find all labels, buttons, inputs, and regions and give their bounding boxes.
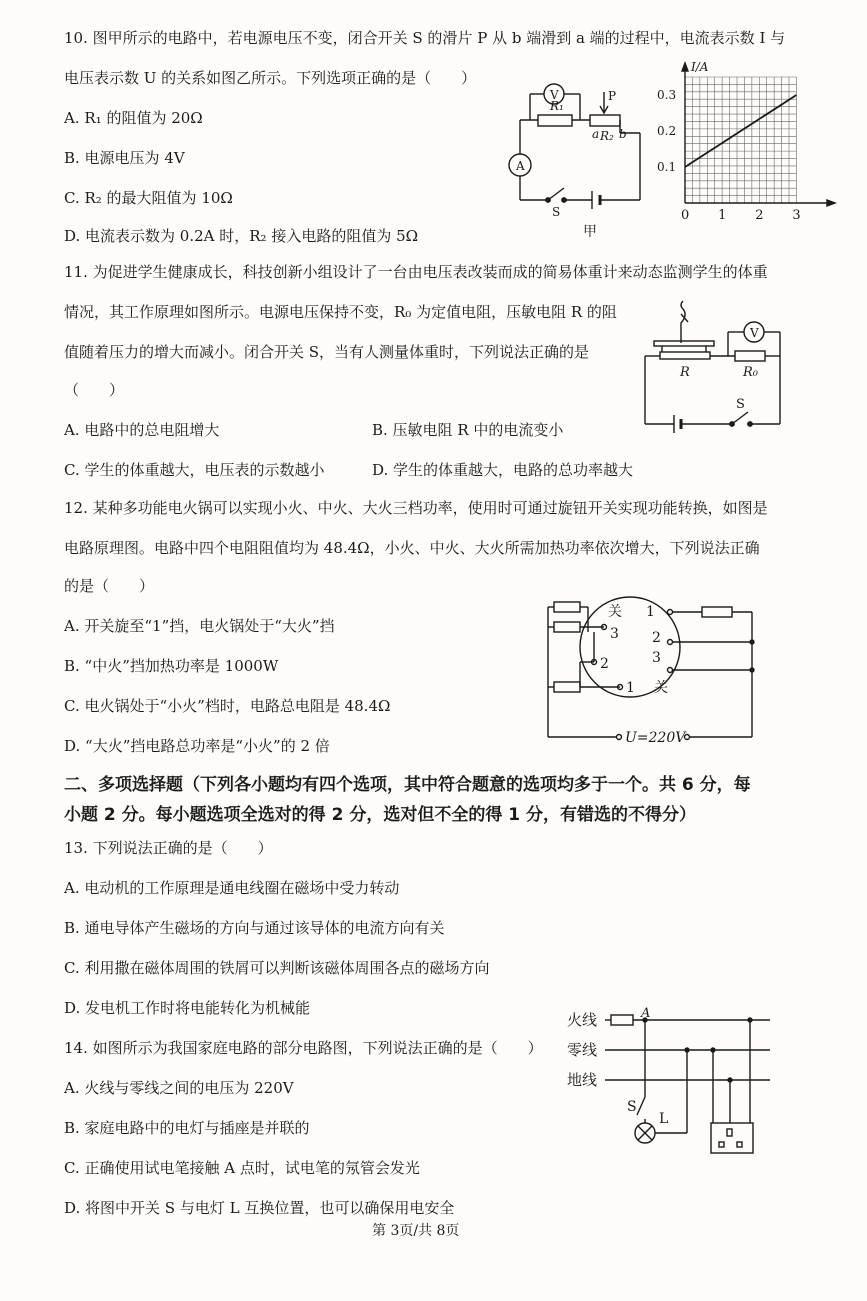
q11-fig-r0-label: R₀ xyxy=(743,365,758,380)
q11-stem-line3: 值随着压力的增大而减小。闭合开关 S，当有人测量体重时，下列说法正确的是 xyxy=(64,343,590,361)
q12-stem-line2: 电路原理图。电路中四个电阻阻值均为 48.4Ω，小火、中火、大火所需加热功率依次增大，下列说法正确 xyxy=(64,539,760,557)
q11-stem-line4: （ ） xyxy=(64,381,125,399)
q10-stem-line2: 电压表示数 U 的关系如图乙所示。下列选项正确的是（ ） xyxy=(64,69,477,87)
q12-fig-guan-top: 关 xyxy=(608,604,622,620)
section2-heading-line1: 二、多项选择题（下列各小题均有四个选项，其中符合题意的选项均多于一个。共 6 分，每 xyxy=(64,775,751,795)
q13-stem: 13. 下列说法正确的是（ ） xyxy=(64,839,273,857)
q12-fig-num-2-right: 2 xyxy=(652,630,661,646)
q14-fig-l-label: L xyxy=(659,1111,669,1127)
page-number: 第 3页/共 8页 xyxy=(372,1223,460,1239)
q10-circuit-diagram xyxy=(500,78,660,248)
q11-stem-line2: 情况，其工作原理如图所示。电源电压保持不变，R₀ 为定值电阻，压敏电阻 R 的阻 xyxy=(64,303,617,321)
q14-fig-s-label: S xyxy=(627,1099,637,1115)
y-tick-label: 0.3 xyxy=(657,88,677,102)
q10-option-c: C. R₂ 的最大阻值为 10Ω xyxy=(64,189,233,207)
q12-fig-num-2-left: 2 xyxy=(600,656,609,672)
q10-option-b: B. 电源电压为 4V xyxy=(64,149,185,167)
q13-option-d: D. 发电机工作时将电能转化为机械能 xyxy=(64,999,311,1017)
q12-fig-voltage-label: U=220V xyxy=(625,730,686,746)
q12-circuit-diagram xyxy=(540,592,770,752)
y-axis-arrow xyxy=(682,63,688,71)
q11-option-a: A. 电路中的总电阻增大 xyxy=(64,421,220,439)
q10-fig-a-label: A xyxy=(516,159,525,173)
q10-fig-p-label: P xyxy=(608,89,617,103)
q14-fig-live-label: 火线 xyxy=(567,1011,598,1029)
y-axis-label: I/A xyxy=(691,60,709,74)
q10-fig-s-label: S xyxy=(552,205,561,219)
q13-option-b: B. 通电导体产生磁场的方向与通过该导体的电流方向有关 xyxy=(64,919,445,937)
q14-option-c: C. 正确使用试电笔接触 A 点时，试电笔的氖管会发光 xyxy=(64,1159,420,1177)
x-tick-label: 1 xyxy=(718,208,727,223)
q12-fig-num-1-left: 1 xyxy=(626,680,635,696)
y-tick-label: 0.2 xyxy=(657,124,677,138)
series-line xyxy=(685,95,796,167)
q10-stem-line1: 10. 图甲所示的电路中，若电源电压不变，闭合开关 S 的滑片 P 从 b 端滑到 a 端的过程中，电流表示数 I 与 xyxy=(64,29,786,47)
q12-option-a: A. 开关旋至“1”挡，电火锅处于“大火”挡 xyxy=(64,617,335,635)
q10-option-a: A. R₁ 的阻值为 20Ω xyxy=(64,109,203,127)
q14-fig-a-label: A xyxy=(641,1006,651,1021)
q14-stem: 14. 如图所示为我国家庭电路的部分电路图，下列说法正确的是（ ） xyxy=(64,1039,543,1057)
q11-option-c: C. 学生的体重越大，电压表的示数越小 xyxy=(64,461,325,479)
q10-fig-caption: 甲 xyxy=(583,224,597,240)
x-tick-label: 3 xyxy=(792,208,801,223)
q12-option-d: D. “大火”挡电路总功率是“小火”的 2 倍 xyxy=(64,737,330,755)
q12-stem-line1: 12. 某种多功能电火锅可以实现小火、中火、大火三档功率，使用时可通过旋钮开关实现功能转换，如图是 xyxy=(64,499,768,517)
q12-fig-num-3-right: 3 xyxy=(652,650,661,666)
q10-option-d: D. 电流表示数为 0.2A 时，R₂ 接入电路的阻值为 5Ω xyxy=(64,227,419,245)
y-tick-label: 0.1 xyxy=(657,160,677,174)
q13-option-a: A. 电动机的工作原理是通电线圈在磁场中受力转动 xyxy=(64,879,400,897)
q11-fig-r-label: R xyxy=(680,365,690,380)
q10-iu-chart xyxy=(655,55,835,225)
q14-option-b: B. 家庭电路中的电灯与插座是并联的 xyxy=(64,1119,310,1137)
q10-fig-b-end-label: b xyxy=(619,127,627,141)
q10-fig-a-end-label: a xyxy=(592,127,600,141)
q14-household-circuit xyxy=(565,1005,785,1165)
q12-stem-line3: 的是（ ） xyxy=(64,577,155,595)
q13-option-c: C. 利用撒在磁体周围的铁屑可以判断该磁体周围各点的磁场方向 xyxy=(64,959,490,977)
q10-fig-r2-label: R₂ xyxy=(600,129,614,143)
q12-fig-guan-bottom: 关 xyxy=(654,680,668,696)
q10-fig-v-label: V xyxy=(550,88,559,102)
q12-fig-num-1-right: 1 xyxy=(646,604,655,620)
q14-fig-ground-label: 地线 xyxy=(567,1071,598,1089)
q12-option-c: C. 电火锅处于“小火”档时，电路总电阻是 48.4Ω xyxy=(64,697,391,715)
q12-fig-num-3-left: 3 xyxy=(610,626,619,642)
q11-fig-v-label: V xyxy=(750,326,759,340)
q14-option-a: A. 火线与零线之间的电压为 220V xyxy=(64,1079,294,1097)
section2-heading-line2: 小题 2 分。每小题选项全选对的得 2 分，选对但不全的得 1 分，有错选的不得分） xyxy=(64,805,696,825)
q11-option-d: D. 学生的体重越大，电路的总功率越大 xyxy=(372,461,634,479)
q14-fig-neutral-label: 零线 xyxy=(567,1041,598,1059)
q14-option-d: D. 将图中开关 S 与电灯 L 互换位置，也可以确保用电安全 xyxy=(64,1199,455,1217)
x-tick-label: 2 xyxy=(755,208,764,223)
q11-stem-line1: 11. 为促进学生健康成长，科技创新小组设计了一台由电压表改装而成的简易体重计来动态监测学生的体重 xyxy=(64,263,768,281)
q10-fig-r1-label: R₁ xyxy=(550,99,564,113)
x-tick-label: 0 xyxy=(681,208,690,223)
x-axis-arrow xyxy=(827,200,835,206)
q11-fig-s-label: S xyxy=(736,397,745,412)
q11-circuit-diagram xyxy=(640,296,790,441)
q12-option-b: B. “中火”挡加热功率是 1000W xyxy=(64,657,279,675)
q11-option-b: B. 压敏电阻 R 中的电流变小 xyxy=(372,421,564,439)
